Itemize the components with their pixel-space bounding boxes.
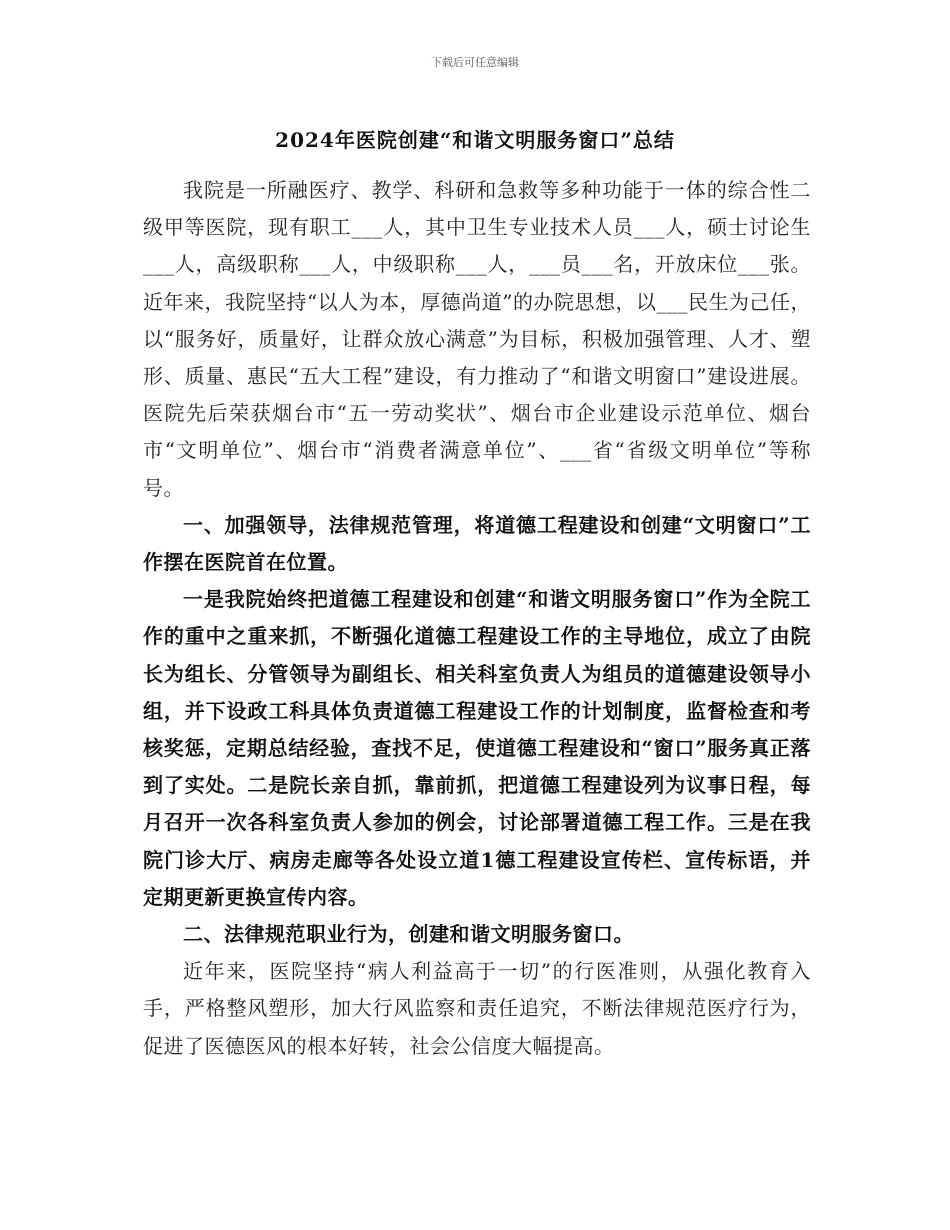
document-title: 2024年医院创建“和谐文明服务窗口”总结 bbox=[275, 128, 675, 152]
section-2-paragraph: 近年来，医院坚持“病人利益高于一切”的行医准则，从强化教育入手，严格整风塑形，加大行风监察和责任追究，不断法律规范医疗行为，促进了医德医风的根本好转，社会公信度大幅提高。 bbox=[143, 959, 811, 1058]
header-note: 下载后可任意编辑 bbox=[431, 56, 519, 69]
document-body bbox=[143, 172, 811, 1065]
section-heading-2: 二、法律规范职业行为，创建和谐文明服务窗口。 bbox=[183, 922, 634, 947]
intro-paragraph: 我院是一所融医疗、教学、科研和急救等多种功能于一体的综合性二级甲等医院，现有职工___人，其中卫生专业技术人员___人，硕士讨论生___人，高级职称___人，中级职称___人，___员___名，开放床位___张。近年来，我院坚持“以人为本，厚德尚道”的办院思想，以___民生为己任，以“服务好，质量好，让群众放心满意”为目标，积极加强管理、人才、塑形、质量、惠民“五大工程”建设，有力推动了“和谐文明窗口”建设进展。医院先后荣获烟台市“五一劳动奖状”、烟台市企业建设示范单位、烟台市“文明单位”、烟台市“消费者满意单位”、___省“省级文明单位”等称号。 bbox=[143, 178, 811, 500]
section-heading-1: 一、加强领导，法律规范管理，将道德工程建设和创建“文明窗口”工作摆在医院首在位置。 bbox=[143, 512, 811, 575]
section-1-paragraph: 一是我院始终把道德工程建设和创建“和谐文明服务窗口”作为全院工作的重中之重来抓，不断强化道德工程建设工作的主导地位，成立了由院长为组长、分管领导为副组长、相关科室负责人为组员的道德建设领导小组，并下设政工科具体负责道德工程建设工作的计划制度，监督检查和考核奖惩，定期总结经验，查找不足，使道德工程建设和“窗口”服务真正落到了实处。二是院长亲自抓，靠前抓，把道德工程建设列为议事日程，每月召开一次各科室负责人参加的例会，讨论部署道德工程工作。三是在我院门诊大厅、病房走廊等各处设立道1德工程建设宣传栏、宣传标语，并定期更新更换宣传内容。 bbox=[143, 587, 811, 909]
